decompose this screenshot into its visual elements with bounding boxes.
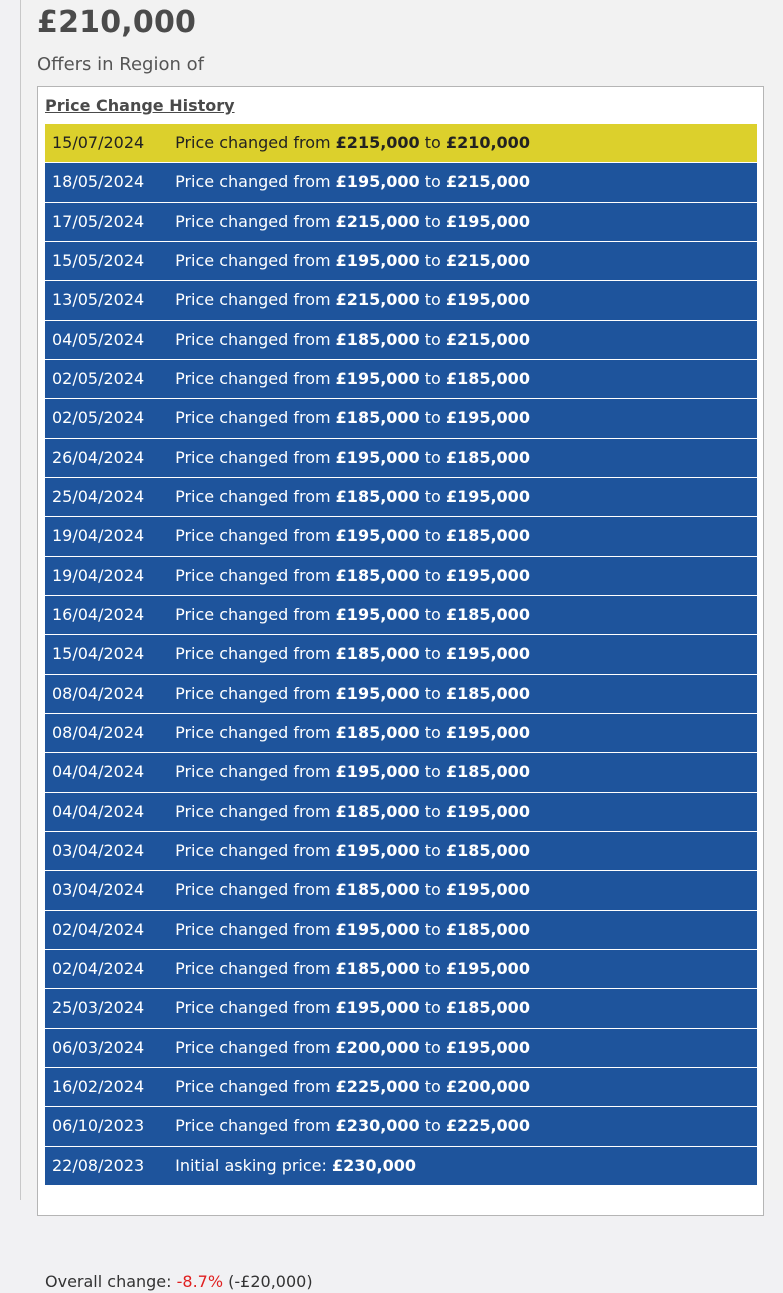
to-price: £195,000 [445,565,530,585]
from-price: £185,000 [335,565,420,585]
to-price: £185,000 [445,998,530,1018]
price-history-row [45,517,757,555]
initial-price-row [45,1147,757,1185]
price-history-row [45,793,757,831]
to-word: to [424,998,441,1018]
change-date: 03/04/2024 [52,840,145,860]
to-word: to [424,408,441,428]
price-history-row [45,321,757,359]
to-word: to [424,368,441,388]
from-price: £195,000 [335,526,420,546]
change-date: 19/04/2024 [52,526,145,546]
from-price: £185,000 [335,486,420,506]
price-history-row [45,1068,757,1106]
change-date: 04/04/2024 [52,762,145,782]
price-history-row [45,832,757,870]
left-page-margin [0,0,20,1200]
to-price: £185,000 [445,762,530,782]
initial-price: £230,000 [332,1155,417,1175]
from-price: £195,000 [335,919,420,939]
from-price: £185,000 [335,408,420,428]
change-date: 03/04/2024 [52,880,145,900]
to-word: to [424,840,441,860]
change-date: 15/07/2024 [52,133,145,152]
to-price: £195,000 [445,644,530,664]
asking-price: £210,000 [37,5,197,40]
change-date: 25/03/2024 [52,998,145,1018]
change-date: 18/05/2024 [52,172,145,192]
to-word: to [424,526,441,546]
price-history-row [45,753,757,791]
from-price: £225,000 [335,1076,420,1096]
to-price: £195,000 [445,880,530,900]
change-prefix: Price changed from [175,329,331,349]
to-price: £195,000 [445,486,530,506]
change-date: 06/10/2023 [52,1116,145,1136]
from-price: £195,000 [335,762,420,782]
from-price: £185,000 [335,958,420,978]
change-prefix: Price changed from [175,250,331,270]
change-prefix: Price changed from [175,133,331,152]
price-history-row [45,596,757,634]
to-word: to [424,133,441,152]
change-prefix: Price changed from [175,880,331,900]
price-history-row [45,989,757,1027]
change-prefix: Price changed from [175,604,331,624]
change-prefix: Price changed from [175,683,331,703]
overall-change [45,1271,313,1293]
to-price: £215,000 [445,329,530,349]
to-word: to [424,722,441,742]
change-prefix: Price changed from [175,958,331,978]
change-date: 02/04/2024 [52,958,145,978]
to-word: to [424,1116,441,1136]
change-date: 08/04/2024 [52,683,145,703]
change-prefix: Price changed from [175,368,331,388]
price-qualifier: Offers in Region of [37,54,204,75]
to-word: to [424,486,441,506]
change-date: 06/03/2024 [52,1037,145,1057]
to-price: £185,000 [445,840,530,860]
change-prefix: Price changed from [175,840,331,860]
change-date: 02/05/2024 [52,408,145,428]
price-history-row [45,871,757,909]
from-price: £215,000 [335,133,420,152]
price-history-row [45,399,757,437]
price-history-row [45,281,757,319]
from-price: £195,000 [335,998,420,1018]
initial-label: Initial asking price: [175,1155,327,1175]
to-word: to [424,604,441,624]
to-word: to [424,919,441,939]
from-price: £185,000 [335,801,420,821]
from-price: £195,000 [335,250,420,270]
to-price: £195,000 [445,1037,530,1057]
to-price: £185,000 [445,683,530,703]
overall-change-label: Overall change: [45,1272,172,1291]
to-price: £185,000 [445,919,530,939]
price-history-row [45,950,757,988]
to-word: to [424,644,441,664]
price-history-row [45,557,757,595]
change-date: 25/04/2024 [52,486,145,506]
to-price: £215,000 [445,250,530,270]
from-price: £215,000 [335,290,420,310]
to-price: £200,000 [445,1076,530,1096]
to-word: to [424,801,441,821]
from-price: £185,000 [335,722,420,742]
price-history-row [45,635,757,673]
to-price: £185,000 [445,604,530,624]
change-prefix: Price changed from [175,762,331,782]
change-date: 17/05/2024 [52,211,145,231]
to-word: to [424,762,441,782]
price-history-row [45,439,757,477]
change-prefix: Price changed from [175,565,331,585]
price-history-row [45,124,757,162]
change-prefix: Price changed from [175,919,331,939]
from-price: £230,000 [335,1116,420,1136]
change-prefix: Price changed from [175,486,331,506]
change-prefix: Price changed from [175,526,331,546]
change-prefix: Price changed from [175,408,331,428]
price-history-row [45,911,757,949]
price-history-list [45,124,757,1186]
to-price: £195,000 [445,722,530,742]
change-prefix: Price changed from [175,211,331,231]
to-price: £195,000 [445,408,530,428]
to-word: to [424,880,441,900]
to-price: £225,000 [445,1116,530,1136]
to-price: £215,000 [445,172,530,192]
to-word: to [424,447,441,467]
change-date: 08/04/2024 [52,722,145,742]
from-price: £200,000 [335,1037,420,1057]
change-prefix: Price changed from [175,1076,331,1096]
change-date: 02/05/2024 [52,368,145,388]
initial-date: 22/08/2023 [52,1155,145,1175]
change-date: 04/05/2024 [52,329,145,349]
price-history-row [45,1029,757,1067]
to-price: £210,000 [445,133,530,152]
price-history-row [45,203,757,241]
to-word: to [424,329,441,349]
change-prefix: Price changed from [175,801,331,821]
change-prefix: Price changed from [175,1037,331,1057]
to-word: to [424,1076,441,1096]
change-prefix: Price changed from [175,447,331,467]
change-date: 16/04/2024 [52,604,145,624]
to-word: to [424,958,441,978]
price-history-row [45,163,757,201]
change-date: 15/04/2024 [52,644,145,664]
from-price: £195,000 [335,447,420,467]
to-word: to [424,683,441,703]
change-date: 19/04/2024 [52,565,145,585]
to-word: to [424,290,441,310]
from-price: £185,000 [335,880,420,900]
price-history-row [45,360,757,398]
to-price: £185,000 [445,368,530,388]
to-word: to [424,211,441,231]
from-price: £195,000 [335,368,420,388]
overall-change-percent: -8.7% [176,1272,224,1291]
price-history-row [45,1107,757,1145]
price-history-box [37,86,764,1291]
change-prefix: Price changed from [175,998,331,1018]
change-prefix: Price changed from [175,1116,331,1136]
price-history-row [45,714,757,752]
to-word: to [424,250,441,270]
from-price: £185,000 [335,644,420,664]
to-word: to [424,1037,441,1057]
change-date: 02/04/2024 [52,919,145,939]
from-price: £195,000 [335,683,420,703]
change-prefix: Price changed from [175,722,331,742]
from-price: £195,000 [335,604,420,624]
from-price: £195,000 [335,840,420,860]
change-prefix: Price changed from [175,644,331,664]
price-history-row [45,478,757,516]
change-prefix: Price changed from [175,290,331,310]
price-history-row [45,242,757,280]
from-price: £195,000 [335,172,420,192]
to-price: £185,000 [445,447,530,467]
change-date: 26/04/2024 [52,447,145,467]
property-price-panel [20,0,783,1291]
to-price: £195,000 [445,801,530,821]
to-price: £195,000 [445,211,530,231]
to-price: £195,000 [445,958,530,978]
price-history-title[interactable]: Price Change History [45,96,235,115]
change-date: 04/04/2024 [52,801,145,821]
to-word: to [424,565,441,585]
from-price: £185,000 [335,329,420,349]
price-history-row [45,675,757,713]
to-price: £185,000 [445,526,530,546]
from-price: £215,000 [335,211,420,231]
to-word: to [424,172,441,192]
to-price: £195,000 [445,290,530,310]
overall-change-amount: (-£20,000) [228,1272,313,1291]
change-prefix: Price changed from [175,172,331,192]
change-date: 16/02/2024 [52,1076,145,1096]
change-date: 15/05/2024 [52,250,145,270]
change-date: 13/05/2024 [52,290,145,310]
